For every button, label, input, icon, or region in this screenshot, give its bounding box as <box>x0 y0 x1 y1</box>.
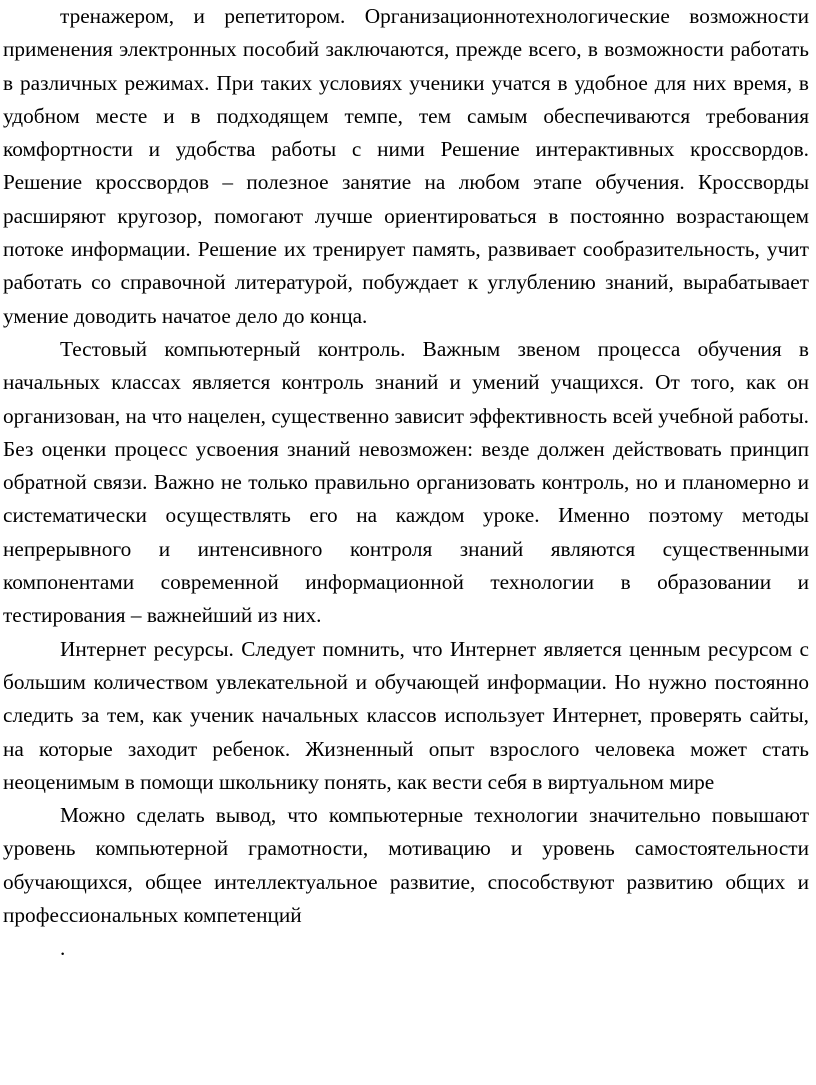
paragraph-internet-resources: Интернет ресурсы. Следует помнить, что Интернет является ценным ресурсом с большим количеством увлекательной и обучающей информации. Но нужно постоянно следить за тем, как ученик начальных классов использует Интернет, проверять сайты, на которые заходит ребенок. Жизненный опыт взрослого человека может стать неоценимым в помощи школьнику понять, как вести себя в виртуальном мире <box>3 636 809 794</box>
paragraph-electronic-aids: тренажером, и репетитором. Организационнотехнологические возможности применения электронных пособий заключаются, прежде всего, в возможности работать в различных режимах. При таких условиях ученики учатся в удобное для них время, в удобном месте и в подходящем темпе, тем самым обеспечиваются требования комфортности и удобства работы с ними Решение интерактивных кроссвордов. Решение кроссвордов – полезное занятие на любом этапе обучения. Кроссворды расширяют кругозор, помогают лучше ориентироваться в постоянно возрастающем потоке информации. Решение их тренирует память, развивает сообразительность, учит работать со справочной литературой, побуждает к углублению знаний, вырабатывает умение доводить начатое дело до конца. <box>3 4 809 328</box>
paragraph-conclusion: Можно сделать вывод, что компьютерные технологии значительно повышают уровень компьютерной грамотности, мотивацию и уровень самостоятельности обучающихся, общее интеллектуальное развитие, способствуют развитию общих и профессиональных компетенций <box>3 803 809 928</box>
paragraph-computer-testing: Тестовый компьютерный контроль. Важным звеном процесса обучения в начальных классах является контроль знаний и умений учащихся. От того, как он организован, на что нацелен, существенно зависит эффективность всей учебной работы. Без оценки процесс усвоения знаний невозможен: везде должен действовать принцип обратной связи. Важно не только правильно организовать контроль, но и планомерно и систематически осуществлять его на каждом уроке. Именно поэтому методы непрерывного и интенсивного контроля знаний являются существенными компонентами современной информационной технологии в образовании и тестирования – важнейший из них. <box>3 336 809 628</box>
trailing-period: . <box>60 936 66 961</box>
